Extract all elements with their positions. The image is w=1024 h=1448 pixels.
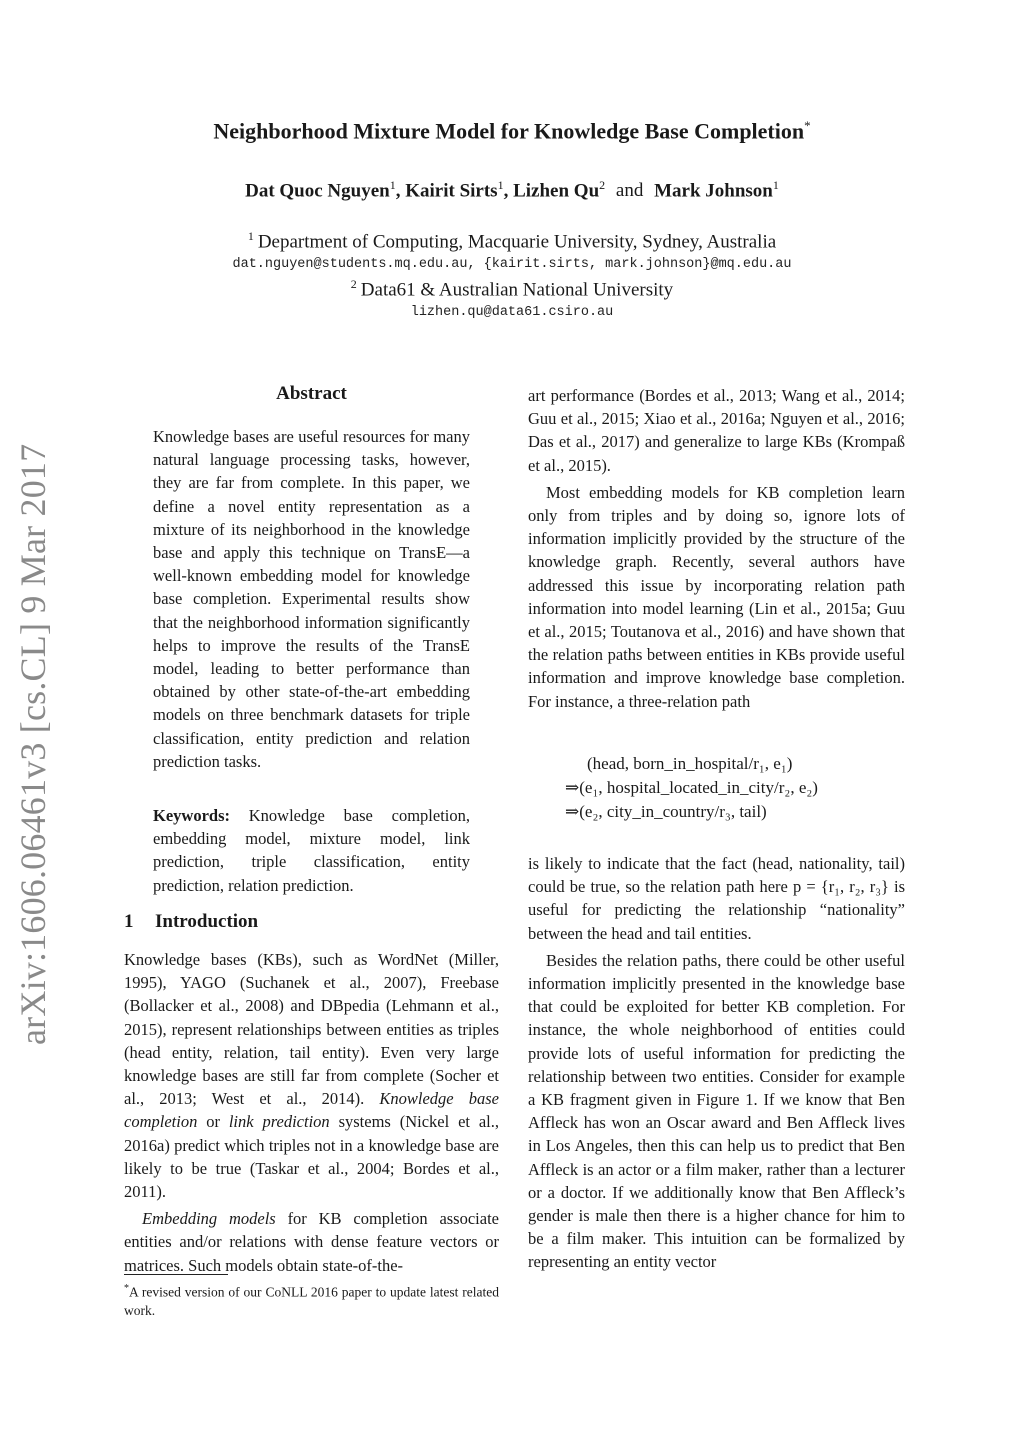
text-run: entities. bbox=[695, 923, 752, 943]
affiliation-line bbox=[0, 229, 1024, 253]
equation-line: (head, born_in_hospital/r₁, e₁) bbox=[587, 754, 793, 773]
paragraph: art performance (Bordes et al., 2013; Wang et al., 2014; Guu et al., 2015; Xiao et al., 2016a; Nguyen et al., 2016; Das et al., 2017) and generalize to large KBs (Krompaß et al., 2015). bbox=[528, 386, 905, 475]
keywords-text: Knowledge base completion, embedding model, mixture model, link prediction, triple classification, entity prediction, relation prediction. bbox=[153, 806, 470, 895]
author-and: and bbox=[615, 180, 644, 202]
right-column-lower bbox=[528, 852, 905, 1274]
equation-line: ⇒(e₂, city_in_country/r₃, tail) bbox=[565, 802, 767, 821]
relation-path-equation bbox=[565, 752, 885, 824]
text-run: ” between the bbox=[528, 900, 905, 943]
section-heading-introduction bbox=[124, 911, 258, 933]
right-column-upper bbox=[528, 384, 905, 713]
author-affiliation-mark: 2 bbox=[599, 178, 606, 192]
paper-title-text: Neighborhood Mixture Model for Knowledge Base Completion bbox=[213, 118, 805, 144]
affiliation-mark: 1 bbox=[247, 229, 254, 243]
footnote-text: A revised version of our CoNLL 2016 paper to update latest related work. bbox=[124, 1284, 499, 1318]
section-number: 1 bbox=[124, 911, 134, 932]
text-run: Knowledge bases (KBs), such as WordNet (Miller, 1995), YAGO (Suchanek et al., 2007), Freebase (Bollacker et al., 2008) and DBpedia (Lehmann et al., 2015), represent relationships between entities as triples bbox=[124, 950, 499, 1039]
math-triple: (head entity, relation, tail entity). bbox=[124, 1042, 370, 1062]
affiliation-text: Department of Computing, Macquarie University, Sydney, Australia bbox=[257, 231, 777, 253]
keywords-label: Keywords: bbox=[153, 806, 230, 825]
author-separator: , bbox=[395, 180, 406, 202]
author-name: Mark Johnson bbox=[654, 180, 773, 202]
section-title: Introduction bbox=[155, 911, 259, 932]
affiliation-text: Data61 & Australian National University bbox=[360, 279, 674, 301]
arxiv-identifier-stamp: arXiv:1606.06461v3 [cs.CL] 9 Mar 2017 bbox=[13, 443, 53, 1045]
text-run: is likely to indicate that the fact bbox=[528, 854, 753, 873]
paragraph bbox=[528, 852, 905, 945]
text-run: is useful for predicting the relationship “ bbox=[528, 877, 906, 920]
keywords bbox=[153, 804, 470, 897]
abstract-heading: Abstract bbox=[276, 383, 347, 404]
equation-line: ⇒(e₁, hospital_located_in_city/r₂, e₂) bbox=[565, 778, 818, 797]
author-affiliation-mark: 1 bbox=[772, 178, 779, 192]
math-tail: tail bbox=[674, 923, 696, 943]
text-run: and bbox=[642, 923, 675, 943]
text-run: could be true, so the relation path here bbox=[528, 877, 793, 897]
author-email: dat.nguyen@students.mq.edu.au, {kairit.sirts, mark.johnson}@mq.edu.au bbox=[232, 257, 792, 272]
author-separator: , bbox=[503, 180, 514, 202]
text-run: Even very large knowledge bases are still far from complete (Socher et al., 2013; West et al., 2014). bbox=[124, 1042, 500, 1109]
text-run: systems (Nickel et al., 2016a) predict which triples not in a knowledge base are likely to be true (Taskar et al., 2004; Bordes et al., 2011). bbox=[124, 1112, 500, 1202]
affiliation-mark: 2 bbox=[350, 277, 357, 291]
paragraph: Most embedding models for KB completion learn only from triples and by doing so, ignore lots of information implicitly provided by the structure of the knowledge graph. Recently, several authors have addressed this issue by incorporating relation path information into model learning (Lin et al., 2015a; Guu et al., 2015; Toutanova et al., 2016) and have shown that the relation paths between entities in KBs provide useful information and improve knowledge base completion. For instance, a three-relation path bbox=[528, 482, 905, 711]
author-affiliation-mark: 1 bbox=[389, 178, 396, 192]
footnote bbox=[124, 1280, 499, 1320]
math-path: p = {r₁, r₂, r₃} bbox=[793, 877, 889, 897]
footnote-rule bbox=[124, 1274, 228, 1275]
paragraph bbox=[124, 1207, 499, 1277]
math-fact: (head, nationality, tail) bbox=[752, 854, 905, 873]
author-name: Kairit Sirts bbox=[405, 180, 498, 202]
emphasis-term: link prediction bbox=[228, 1112, 330, 1132]
abstract-body bbox=[153, 425, 470, 773]
paragraph bbox=[124, 948, 499, 1203]
math-head: head bbox=[611, 923, 643, 943]
author-email: lizhen.qu@data61.csiro.au bbox=[410, 305, 614, 320]
emphasis-term: Embedding models bbox=[142, 1209, 276, 1229]
emphasis-term: Knowledge base completion bbox=[124, 1089, 499, 1132]
author-name: Dat Quoc Nguyen bbox=[245, 180, 390, 202]
math-relation: nationality bbox=[827, 900, 898, 920]
text-run: or bbox=[197, 1112, 229, 1132]
title-footnote-mark: * bbox=[804, 118, 811, 133]
author-name: Lizhen Qu bbox=[513, 180, 600, 202]
author-list bbox=[0, 178, 1024, 202]
author-affiliation-mark: 1 bbox=[497, 178, 504, 192]
footnote-mark: * bbox=[124, 1283, 129, 1294]
paragraph: Besides the relation paths, there could be other useful information implicitly presented in the knowledge base that could be exploited for better KB completion. For instance, the whole neighborhood of entities could provide lots of useful information for predicting the relationship between two entities. Consider for example a KB fragment given in Figure 1. If we know that Ben Affleck has won an Oscar award and Ben Affleck lives in Los Angeles, then this can help us to predict that Ben Affleck is an actor or a film maker, rather than a lecturer or a doctor. If we additionally know that Ben Affleck’s gender is male then there is a higher chance for him to be a film maker. This intuition can be formalized by representing an entity vector bbox=[528, 950, 905, 1272]
affiliation-line bbox=[0, 277, 1024, 301]
abstract-text: Knowledge bases are useful resources for many natural language processing tasks, however, they are far from complete. In this paper, we define a novel entity representation as a mixture of its neighborhood in the knowledge base and apply this technique on TransE—a well-known embedding model for knowledge base completion. Experimental results show that the neighborhood information significantly helps to improve the results of the TransE model, leading to better performance than obtained by other state-of-the-art embedding models on three benchmark datasets for triple classification, entity prediction and relation prediction tasks. bbox=[153, 427, 470, 771]
paper-title bbox=[0, 118, 1024, 144]
text-run: for KB completion associate entities and/or relations with dense feature vectors or matrices. Such models obtain state-of-the- bbox=[124, 1209, 499, 1275]
introduction-left-column bbox=[124, 948, 499, 1277]
